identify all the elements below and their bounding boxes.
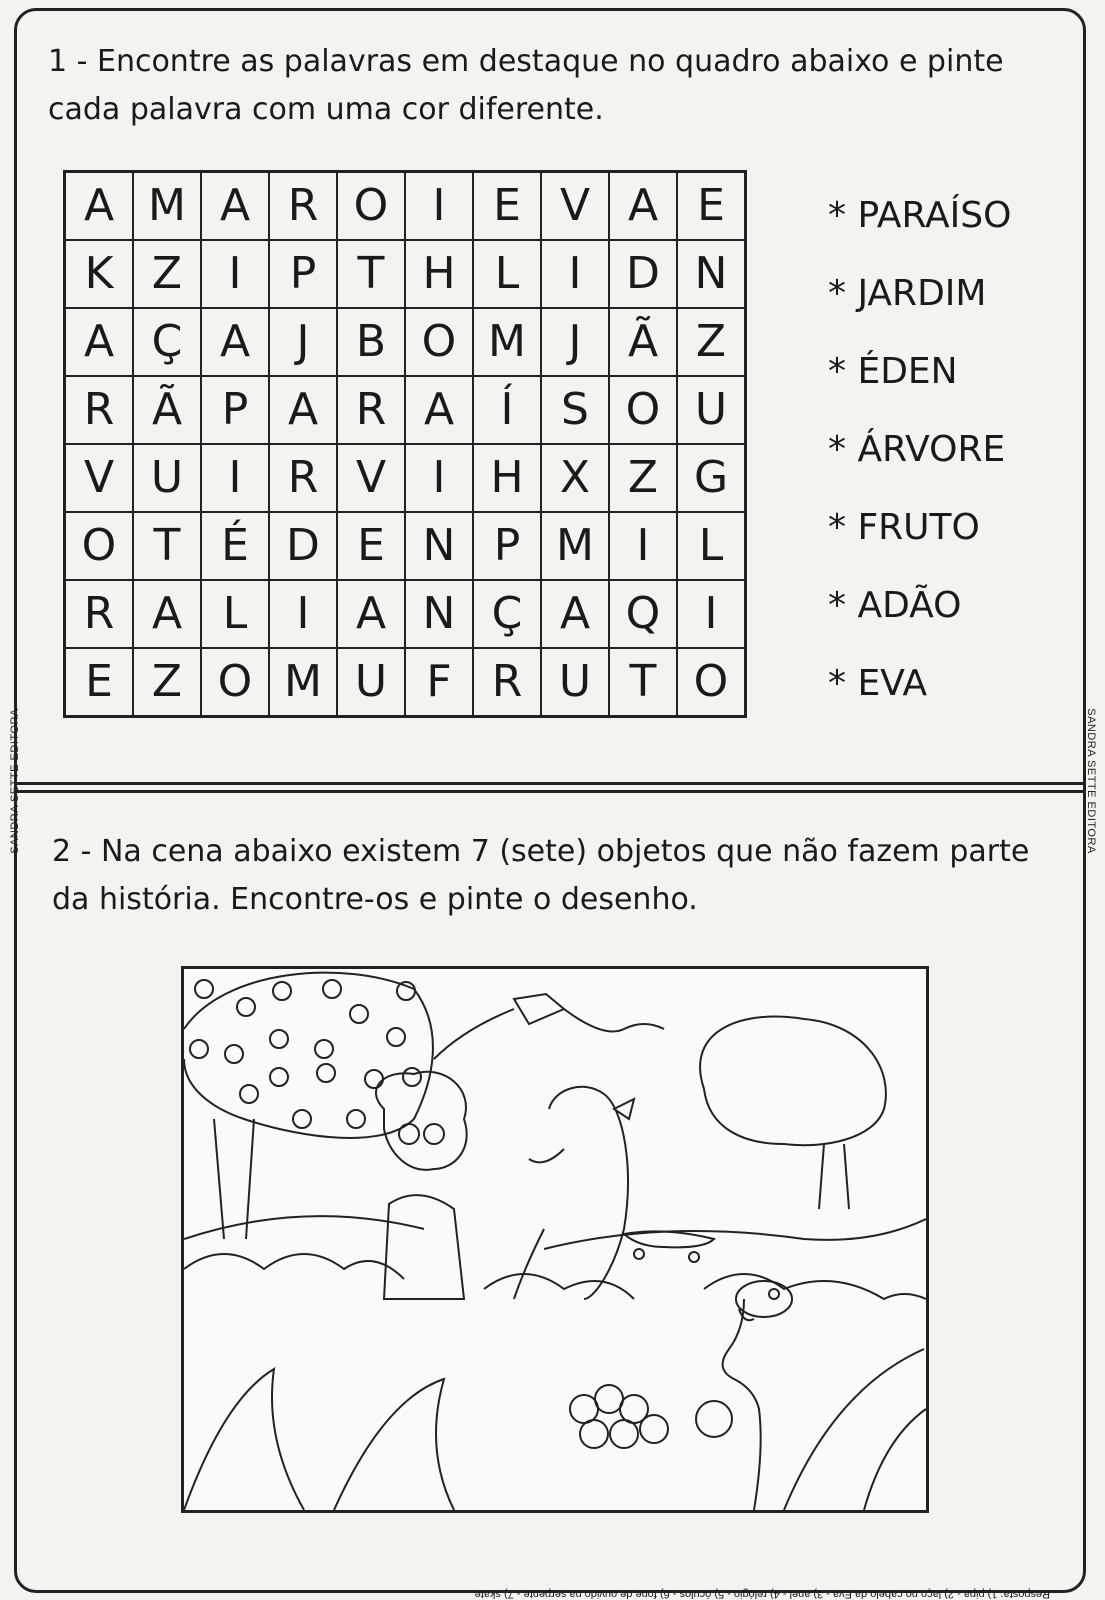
grid-cell[interactable]: L — [473, 240, 541, 308]
grid-cell[interactable]: F — [405, 648, 473, 716]
grid-cell[interactable]: L — [677, 512, 745, 580]
grid-cell[interactable]: Í — [473, 376, 541, 444]
grid-cell[interactable]: Z — [133, 648, 201, 716]
exercise2-instruction: 2 - Na cena abaixo existem 7 (sete) objetos que não fazem parte da história. Encontre-os e pinte o desenho. — [52, 834, 1030, 917]
grid-cell[interactable]: U — [337, 648, 405, 716]
grid-cell[interactable]: I — [405, 172, 473, 240]
grid-cell[interactable]: Z — [609, 444, 677, 512]
grid-cell[interactable]: O — [65, 512, 133, 580]
grid-cell[interactable]: I — [201, 240, 269, 308]
bushes — [184, 1254, 926, 1299]
grid-cell[interactable]: U — [677, 376, 745, 444]
grid-cell[interactable]: A — [65, 308, 133, 376]
word-list-item: * FRUTO — [828, 507, 980, 548]
publisher-label-left: SANDRA SETTE EDITORA — [8, 708, 21, 854]
grid-cell[interactable]: S — [541, 376, 609, 444]
word-list-item: * ÁRVORE — [828, 429, 1006, 470]
grid-cell[interactable]: R — [65, 580, 133, 648]
grid-cell[interactable]: N — [677, 240, 745, 308]
grid-cell[interactable]: I — [609, 512, 677, 580]
grid-cell[interactable]: Ã — [133, 376, 201, 444]
grid-cell[interactable]: A — [201, 308, 269, 376]
grid-cell[interactable]: B — [337, 308, 405, 376]
grid-cell[interactable]: A — [133, 580, 201, 648]
grid-cell[interactable]: Q — [609, 580, 677, 648]
grid-cell[interactable]: J — [541, 308, 609, 376]
scene-illustration[interactable] — [181, 966, 929, 1513]
grid-cell[interactable]: J — [269, 308, 337, 376]
grid-cell[interactable]: H — [473, 444, 541, 512]
grid-cell[interactable]: N — [405, 512, 473, 580]
grid-cell[interactable]: I — [269, 580, 337, 648]
grid-cell[interactable]: E — [473, 172, 541, 240]
grid-cell[interactable]: O — [677, 648, 745, 716]
right-tree-trunk — [819, 1144, 849, 1209]
section-divider-inner — [14, 790, 1086, 793]
grid-cell[interactable]: U — [133, 444, 201, 512]
grid-cell[interactable]: M — [541, 512, 609, 580]
grid-cell[interactable]: O — [201, 648, 269, 716]
grid-cell[interactable]: R — [337, 376, 405, 444]
grid-cell[interactable]: R — [65, 376, 133, 444]
grid-cell[interactable]: Ç — [473, 580, 541, 648]
grid-cell[interactable]: X — [541, 444, 609, 512]
grid-cell[interactable]: V — [65, 444, 133, 512]
grid-cell[interactable]: I — [541, 240, 609, 308]
grid-cell[interactable]: E — [65, 648, 133, 716]
grid-cell[interactable]: P — [473, 512, 541, 580]
word-search-grid — [63, 170, 747, 718]
grid-cell[interactable]: M — [473, 308, 541, 376]
hills — [184, 1216, 926, 1249]
tree-trunk — [214, 1119, 254, 1239]
grid-cell[interactable]: V — [337, 444, 405, 512]
word-list-item: * ÉDEN — [828, 351, 958, 392]
grid-cell[interactable]: O — [337, 172, 405, 240]
right-tree-canopy — [700, 1017, 886, 1146]
publisher-label-right: SANDRA SETTE EDITORA — [1084, 708, 1097, 854]
grid-cell[interactable]: R — [269, 172, 337, 240]
word-list-item: * EVA — [828, 663, 928, 704]
grid-cell[interactable]: A — [65, 172, 133, 240]
scene-drawing — [184, 969, 926, 1510]
grid-cell[interactable]: Z — [677, 308, 745, 376]
grid-cell[interactable]: R — [269, 444, 337, 512]
grid-cell[interactable]: R — [473, 648, 541, 716]
grid-cell[interactable]: T — [133, 512, 201, 580]
grid-cell[interactable]: D — [609, 240, 677, 308]
grid-cell[interactable]: É — [201, 512, 269, 580]
grid-cell[interactable]: A — [337, 580, 405, 648]
grid-cell[interactable]: Z — [133, 240, 201, 308]
flower-cluster — [570, 1385, 732, 1448]
grid-cell[interactable]: M — [133, 172, 201, 240]
grid-cell[interactable]: K — [65, 240, 133, 308]
skateboard-icon — [624, 1231, 714, 1262]
grid-cell[interactable]: I — [405, 444, 473, 512]
grid-cell[interactable]: L — [201, 580, 269, 648]
exercise1-instruction: 1 - Encontre as palavras em destaque no quadro abaixo e pinte cada palavra com uma cor diferente. — [48, 44, 1004, 127]
word-list-item: * JARDIM — [828, 273, 987, 314]
word-list — [828, 195, 1011, 741]
grid-cell[interactable]: T — [337, 240, 405, 308]
grid-cell[interactable]: V — [541, 172, 609, 240]
kite-icon — [434, 994, 664, 1059]
apple-icons — [190, 980, 421, 1128]
grid-cell[interactable]: A — [269, 376, 337, 444]
grid-cell[interactable]: O — [609, 376, 677, 444]
grid-cell[interactable]: G — [677, 444, 745, 512]
grid-cell[interactable]: Ã — [609, 308, 677, 376]
grid-cell[interactable]: A — [405, 376, 473, 444]
grid-cell[interactable]: O — [405, 308, 473, 376]
grid-cell[interactable]: A — [541, 580, 609, 648]
grid-cell[interactable]: U — [541, 648, 609, 716]
foreground-leaves — [184, 1349, 926, 1510]
eve-figure — [514, 1087, 634, 1299]
grid-cell[interactable]: A — [201, 172, 269, 240]
grid-cell[interactable]: Ç — [133, 308, 201, 376]
adam-figure — [376, 1072, 467, 1299]
grid-cell[interactable]: I — [201, 444, 269, 512]
word-list-item: * PARAÍSO — [828, 195, 1012, 236]
section-divider — [14, 782, 1086, 785]
grid-cell[interactable]: P — [201, 376, 269, 444]
word-list-item: * ADÃO — [828, 585, 962, 626]
grid-cell[interactable]: E — [337, 512, 405, 580]
grid-cell[interactable]: T — [609, 648, 677, 716]
grid-cell[interactable]: H — [405, 240, 473, 308]
grid-cell[interactable]: A — [609, 172, 677, 240]
grid-cell[interactable]: I — [677, 580, 745, 648]
snake-icon — [723, 1281, 792, 1510]
grid-cell[interactable]: D — [269, 512, 337, 580]
grid-cell[interactable]: E — [677, 172, 745, 240]
grid-cell[interactable]: P — [269, 240, 337, 308]
grid-cell[interactable]: M — [269, 648, 337, 716]
answer-key: Resposta: 1) pipa - 2) laço no cabelo da Eva - 3) anel - 4) relógio - 5) óculos - 6) fone de ouvido na serpente - 7) skate — [474, 1588, 1050, 1600]
grid-cell[interactable]: N — [405, 580, 473, 648]
